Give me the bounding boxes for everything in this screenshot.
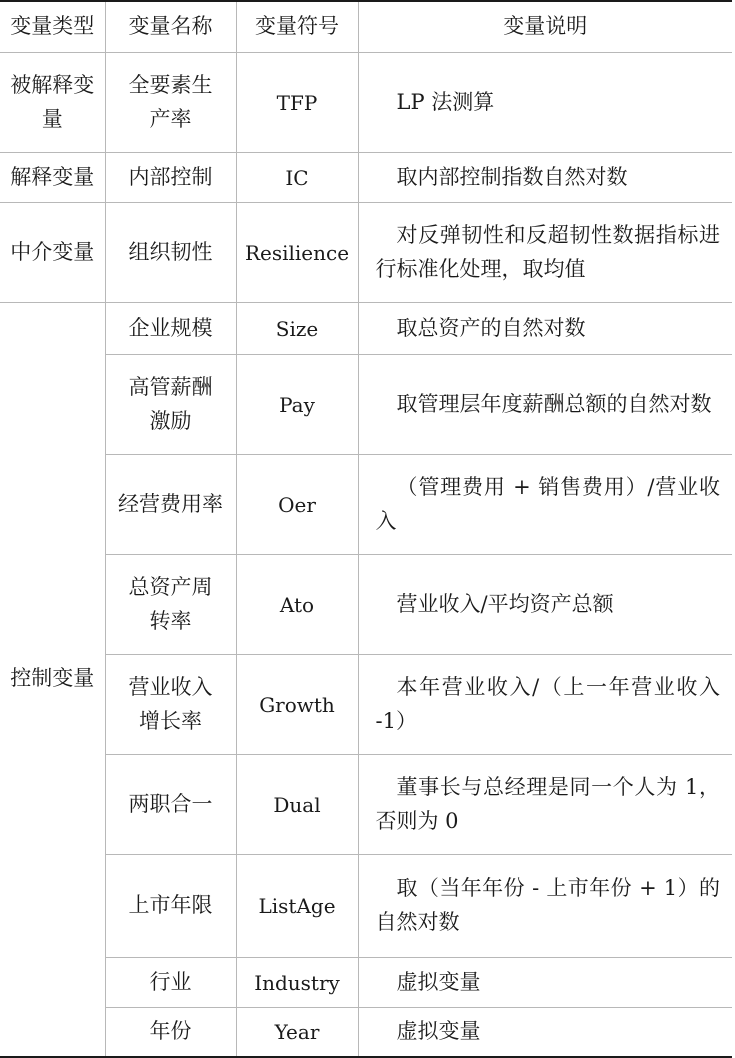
variable-description-cell (358, 455, 732, 555)
variable-symbol: Oer (236, 455, 358, 555)
variable-description: （管理费用 + 销售费用）/营业收入 (375, 474, 720, 533)
table-row (0, 53, 732, 153)
variable-description: LP 法测算 (396, 89, 495, 114)
variable-name: 营业收入增长率 (128, 674, 213, 733)
variable-description: 董事长与总经理是同一个人为 1，否则为 0 (375, 774, 720, 833)
header-variable-name: 变量名称 (105, 1, 236, 53)
variable-description: 取内部控制指数自然对数 (396, 164, 628, 189)
variable-type-label: 解释变量 (0, 153, 105, 203)
variable-description-cell (358, 153, 732, 203)
variable-description-cell (358, 855, 732, 958)
variable-name: 上市年限 (105, 855, 236, 958)
variable-type-label: 中介变量 (0, 203, 105, 303)
variable-name: 总资产周转率 (128, 574, 213, 633)
variable-name: 行业 (105, 958, 236, 1008)
variable-name-cell (105, 355, 236, 455)
table-row (0, 958, 732, 1008)
variable-symbol: ListAge (236, 855, 358, 958)
header-row (0, 1, 732, 53)
variable-name: 两职合一 (105, 755, 236, 855)
header-variable-symbol: 变量符号 (236, 1, 358, 53)
variable-symbol: Growth (236, 655, 358, 755)
variable-type-cell (0, 53, 105, 153)
variable-description: 取管理层年度薪酬总额的自然对数 (396, 391, 712, 416)
table-row (0, 455, 732, 555)
table-row (0, 755, 732, 855)
variable-symbol: Ato (236, 555, 358, 655)
variable-description: 本年营业收入/（上一年营业收入 -1） (375, 674, 720, 733)
header-variable-type: 变量类型 (0, 1, 105, 53)
variable-type-label: 被解释变量 (10, 72, 95, 131)
variable-description: 营业收入/平均资产总额 (396, 591, 614, 616)
table-row (0, 855, 732, 958)
variable-name-cell (105, 555, 236, 655)
variable-symbol: Resilience (236, 203, 358, 303)
variable-type-label: 控制变量 (0, 303, 105, 1057)
variable-description: 取总资产的自然对数 (396, 315, 586, 340)
variable-name: 企业规模 (105, 303, 236, 355)
table-row (0, 655, 732, 755)
variable-name: 年份 (105, 1008, 236, 1057)
variable-description-cell (358, 53, 732, 153)
variable-description: 取（当年年份 - 上市年份 + 1）的自然对数 (375, 876, 720, 934)
variable-description-cell (358, 655, 732, 755)
variable-symbol: Dual (236, 755, 358, 855)
variable-description-cell (358, 755, 732, 855)
table-row (0, 555, 732, 655)
variable-name: 高管薪酬激励 (128, 374, 213, 433)
table-row (0, 203, 732, 303)
variable-name: 全要素生产率 (128, 72, 213, 131)
variable-description-cell (358, 355, 732, 455)
variable-name: 经营费用率 (105, 455, 236, 555)
variable-name-cell (105, 655, 236, 755)
variable-description: 虚拟变量 (396, 969, 481, 994)
header-variable-description: 变量说明 (503, 14, 588, 39)
table-row (0, 303, 732, 355)
variable-name: 内部控制 (105, 153, 236, 203)
variable-description-cell (358, 203, 732, 303)
variable-symbol: Size (236, 303, 358, 355)
variable-description-cell (358, 303, 732, 355)
table-row (0, 355, 732, 455)
variable-description: 虚拟变量 (396, 1018, 481, 1043)
variable-name: 组织韧性 (105, 203, 236, 303)
variable-symbol: Year (236, 1008, 358, 1057)
table-row (0, 153, 732, 203)
variable-description-cell (358, 555, 732, 655)
variable-description-cell (358, 958, 732, 1008)
variable-symbol: Pay (236, 355, 358, 455)
variable-symbol: Industry (236, 958, 358, 1008)
table-row (0, 1008, 732, 1057)
variable-symbol: TFP (236, 53, 358, 153)
variable-symbol: IC (236, 153, 358, 203)
variable-description: 对反弹韧性和反超韧性数据指标进行标准化处理，取均值 (375, 222, 720, 281)
variable-name-cell (105, 53, 236, 153)
variable-description-cell (358, 1008, 732, 1057)
